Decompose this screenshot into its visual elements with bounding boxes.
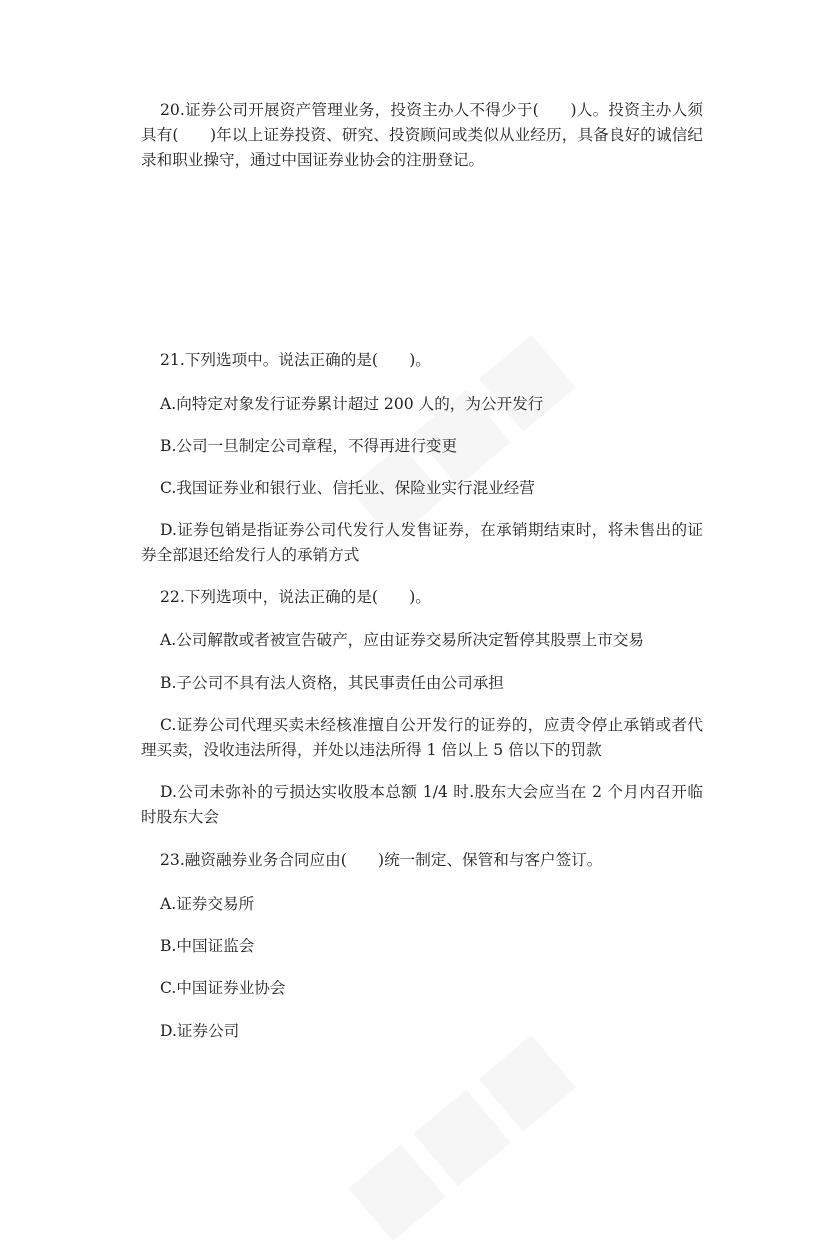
option-21-c: C.我国证券业和银行业、信托业、保险业实行混业经营 <box>160 479 535 497</box>
question-20: 20.证券公司开展资产管理业务，投资主办人不得少于( )人。投资主办人须具有( )年以上证券投资、研究、投资顾问或类似从业经历，具备良好的诚信纪录和职业操守，通过中国证券业协会的注册登记。 <box>141 101 703 169</box>
question-21: 21.下列选项中。说法正确的是( )。 <box>160 351 431 369</box>
option-21-a: A.向特定对象发行证券累计超过 200 人的，为公开发行 <box>160 395 544 413</box>
option-21-d: D.证券包销是指证券公司代发行人发售证券，在承销期结束时，将未售出的证券全部退还给发行人的承销方式 <box>141 521 703 564</box>
option-22-a: A.公司解散或者被宣告破产，应由证券交易所决定暂停其股票上市交易 <box>160 631 645 649</box>
question-23: 23.融资融券业务合同应由( )统一制定、保管和与客户签订。 <box>160 851 603 869</box>
option-23-d: D.证券公司 <box>160 1022 240 1040</box>
option-22-d: D.公司未弥补的亏损达实收股本总额 1/4 时.股东大会应当在 2 个月内召开临时股东大会 <box>141 783 703 826</box>
option-23-a: A.证券交易所 <box>160 895 255 913</box>
option-23-c: C.中国证券业协会 <box>160 979 286 997</box>
question-22: 22.下列选项中，说法正确的是( )。 <box>160 588 431 606</box>
option-21-b: B.公司一旦制定公司章程，不得再进行变更 <box>160 437 458 455</box>
watermark <box>326 1010 589 1254</box>
option-22-b: B.子公司不具有法人资格，其民事责任由公司承担 <box>160 674 504 692</box>
option-22-c: C.证券公司代理买卖未经核准擅自公开发行的证券的，应责令停止承销或者代理买卖，没收违法所得，并处以违法所得 1 倍以上 5 倍以下的罚款 <box>141 716 703 759</box>
option-23-b: B.中国证监会 <box>160 937 255 955</box>
